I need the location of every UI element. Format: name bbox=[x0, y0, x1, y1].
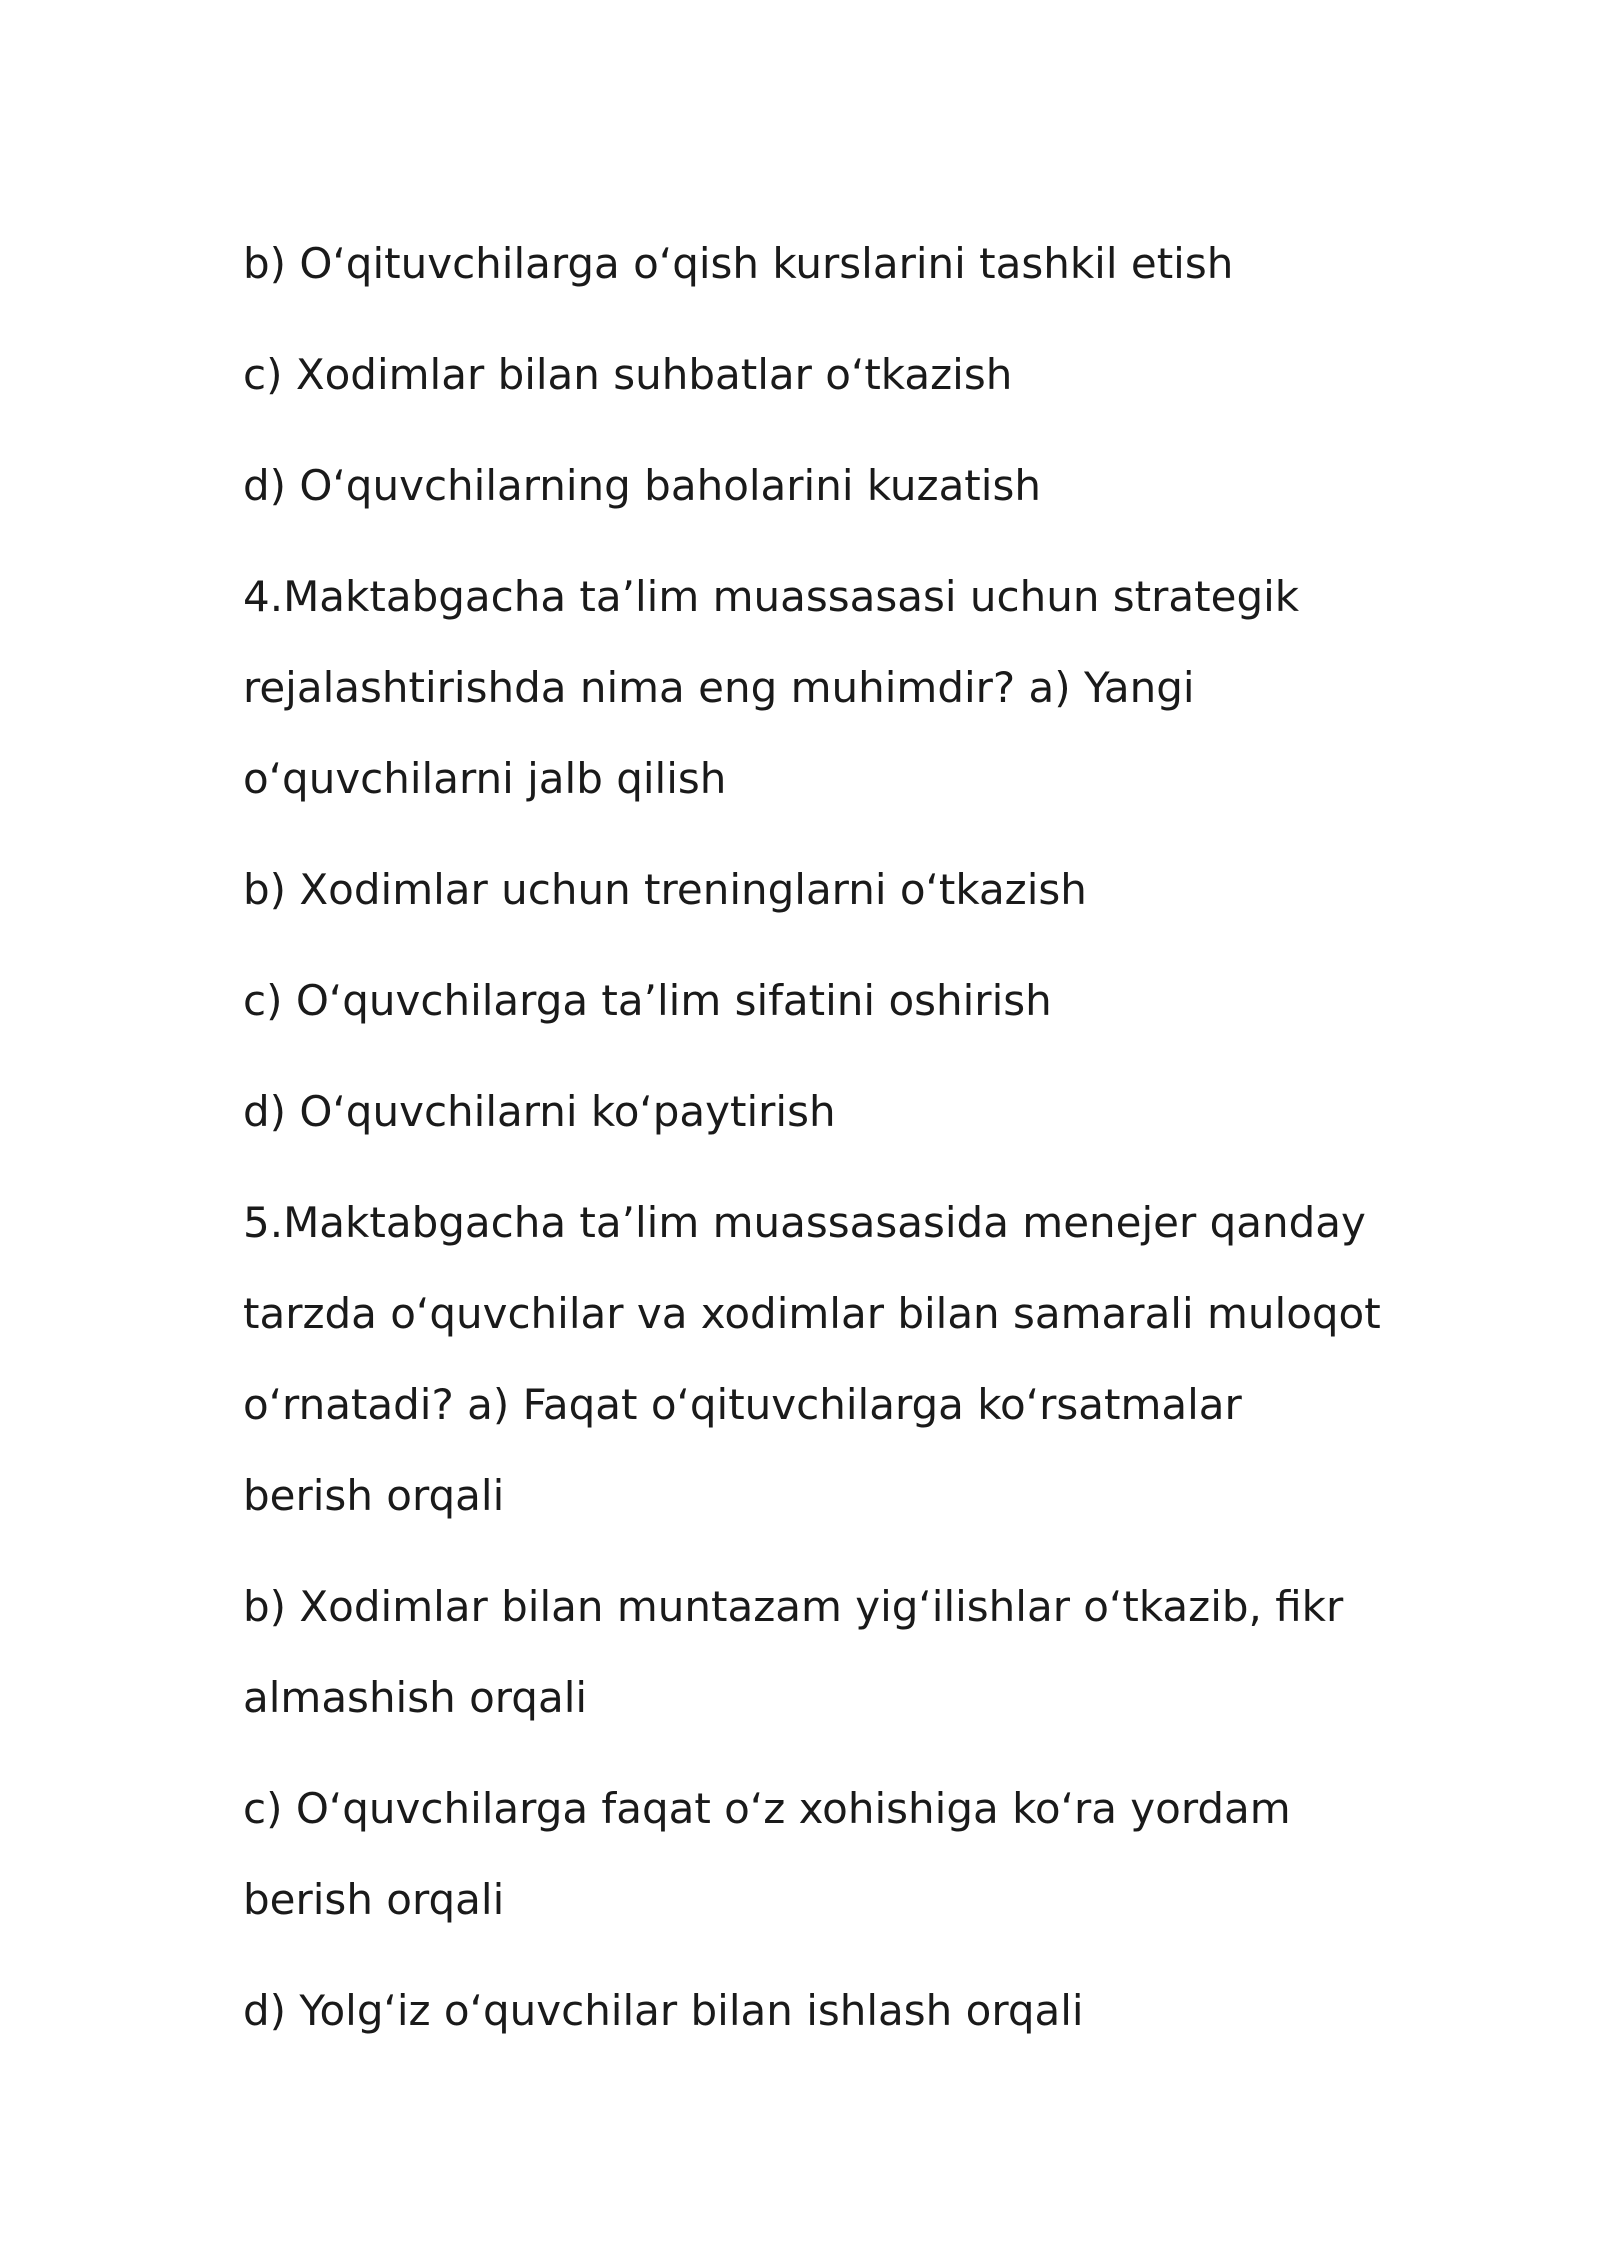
answer-option-c-q3: c) Xodimlar bilan suhbatlar o‘tkazish bbox=[243, 350, 1013, 399]
answer-option-d-q5: d) Yolg‘iz o‘quvchilar bilan ishlash orqali bbox=[243, 1986, 1084, 2035]
document-body bbox=[243, 218, 1383, 2076]
question-5-with-option-a: 5.Maktabgacha ta’lim muassasasida menejer qanday tarzda o‘quvchilar va xodimlar bilan samarali muloqot o‘rnatadi? a) Faqat o‘qituvchilarga ko‘rsatmalar berish orqali bbox=[243, 1198, 1381, 1520]
answer-option-c-q5: c) O‘quvchilarga faqat o‘z xohishiga ko‘ra yordam berish orqali bbox=[243, 1784, 1291, 1924]
answer-option-c-q4: c) O‘quvchilarga ta’lim sifatini oshirish bbox=[243, 976, 1052, 1025]
answer-option-b-q4: b) Xodimlar uchun treninglarni o‘tkazish bbox=[243, 865, 1087, 914]
answer-option-b-q3: b) O‘qituvchilarga o‘qish kurslarini tashkil etish bbox=[243, 239, 1234, 288]
answer-option-d-q4: d) O‘quvchilarni ko‘paytirish bbox=[243, 1087, 836, 1136]
answer-option-b-q5: b) Xodimlar bilan muntazam yig‘ilishlar o‘tkazib, fikr almashish orqali bbox=[243, 1582, 1344, 1722]
question-4-with-option-a: 4.Maktabgacha ta’lim muassasasi uchun strategik rejalashtirishda nima eng muhimdir? a) Yangi o‘quvchilarni jalb qilish bbox=[243, 572, 1300, 803]
answer-option-d-q3: d) O‘quvchilarning baholarini kuzatish bbox=[243, 461, 1041, 510]
